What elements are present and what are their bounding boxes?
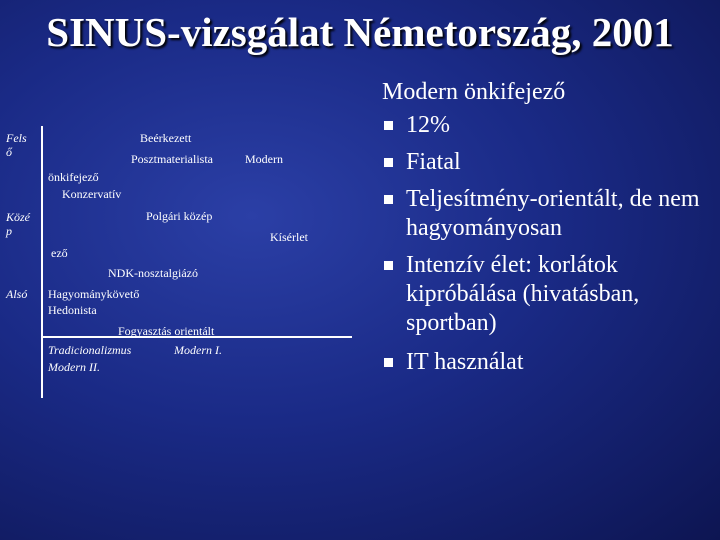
bullet-square-icon [384,358,393,367]
y-label-middle: Közé p [6,210,30,238]
bullet-square-icon [384,261,393,270]
label-tradicionalizmus: Tradicionalizmus [48,343,132,357]
label-modern-ii: Modern II. [48,360,100,374]
label-modern: Modern [245,152,283,166]
label-kiserlet: Kísérlet [270,230,308,244]
bullet-text: 12% [406,112,450,138]
bullet-text: Fiatal [406,149,461,175]
bullet-item [380,111,715,140]
y-label-lower: Alsó [6,287,28,301]
label-hedonista: Hedonista [48,303,97,317]
label-posztmaterialista: Posztmaterialista [131,152,213,166]
label-ezo: ező [51,246,68,260]
bullet-item [380,348,715,377]
y-label-upper: Fels ő [6,131,27,159]
bullet-text: IT használat [406,349,524,375]
label-beerkezett: Beérkezett [140,131,192,145]
bullet-item [380,148,715,177]
bullet-list [380,111,715,377]
slide-title: SINUS-vizsgálat Németország, 2001 [46,9,674,55]
label-polgari-kozep: Polgári közép [146,209,213,223]
bullet-square-icon [384,158,393,167]
vertical-axis [41,126,43,398]
bullet-text: Intenzív élet: korlátok kipróbálása (hivatásban, sportban) [406,252,640,336]
label-hagyomanykoveto: Hagyománykövető [48,287,140,301]
label-ndk-nosztalgiazo: NDK-nosztalgiázó [108,266,198,280]
label-fogyasztas-orientalt: Fogyasztás orientált [118,324,215,338]
bullet-text: Teljesítmény-orientált, de nem hagyományosan [406,186,700,241]
bullet-square-icon [384,195,393,204]
bullet-item [380,251,715,338]
description-panel [380,78,715,385]
bullet-square-icon [384,121,393,130]
label-onkifejezo: önkifejező [48,170,99,184]
panel-heading: Modern önkifejező [382,79,566,105]
label-konzervativ: Konzervatív [62,187,122,201]
label-modern-i: Modern I. [174,343,222,357]
bullet-item [380,185,715,243]
